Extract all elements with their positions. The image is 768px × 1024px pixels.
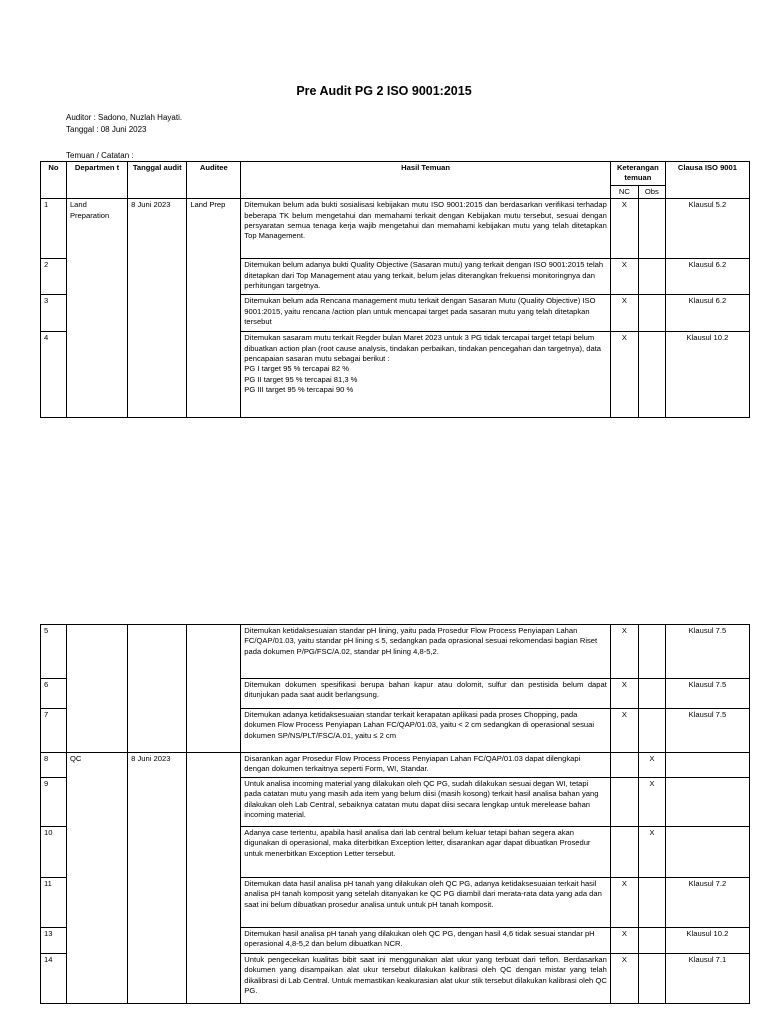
cell-clause: Klausul 7.5 (665, 679, 749, 709)
cell-department (66, 954, 127, 1004)
cell-department (66, 625, 127, 679)
cell-no: 4 (41, 332, 67, 418)
cell-no: 9 (41, 778, 67, 827)
cell-finding: Untuk analisa incoming material yang dilakukan oleh QC PG, sudah dilakukan sesuai degan WI, tetapi pada catatan mutu yang masih ada item yang belum diisi (masih kosong) terkait hasil analisa bahan yang dilakukan oleh Lab Central, sebaiknya catatan mutu dapat diisi secara lengkap untuk merelease bahan incoming material. (241, 778, 611, 827)
cell-auditee (187, 827, 241, 878)
cell-nc: X (610, 709, 638, 753)
cell-clause: Klausul 7.5 (665, 709, 749, 753)
cell-obs (638, 625, 665, 679)
cell-clause: Klausul 10.2 (665, 928, 749, 954)
header-obs: Obs (638, 185, 665, 198)
cell-date (128, 679, 187, 709)
table-row (41, 778, 750, 827)
table-row (41, 928, 750, 954)
cell-finding: Adanya case tertentu, apabila hasil analisa dari lab central belum keluar tetapi bahan segera akan digunakan di operasional, maka diterbitkan Exception letter, disarankan agar dapat dibuatkan Prosedur untuk menerbitkan Exception Letter tersebut. (241, 827, 611, 878)
list-item: PG II target 95 % tercapai 81,3 % (244, 374, 358, 384)
date-line: Tanggal : 08 Juni 2023 (66, 125, 147, 134)
cell-finding: Ditemukan belum ada Rencana management mutu terkait dengan Sasaran Mutu (Quality Objective) ISO 9001:2015, yaitu rencana /action plan untuk mencapai target pada sasaran mutu yang telah ditetapkan tersebut (241, 295, 611, 332)
cell-nc: X (610, 954, 638, 1004)
cell-finding: Ditemukan belum ada bukti sosialisasi kebijakan mutu ISO 9001:2015 dan berdasarkan verifikasi terhadap beberapa TK belum mengetahui dan memahami terkait dengan Kebijakan mutu tersebut, sesuai dengan persyaratan semua tenaga kerja wajib mengetahui dan memahami kebijakan mutu yang telah ditetapkan Top Management. (241, 199, 611, 259)
cell-obs (638, 928, 665, 954)
header-date: Tanggal audit (128, 162, 187, 199)
cell-clause: Klausul 7.5 (665, 625, 749, 679)
cell-date (128, 878, 187, 928)
cell-finding (241, 332, 611, 418)
finding-text: Ditemukan sasaram mutu terkait Regder bulan Maret 2023 untuk 3 PG tidak tercapai target tetapi belum dibuatkan action plan (root cause analysis, tindakan perbaikan, tindakan pencegahan dan targetnya), data pencapaian sasaran mutu sebagai berikut : (244, 333, 602, 364)
cell-clause (665, 778, 749, 827)
table-row (41, 625, 750, 679)
header-nc: NC (610, 185, 638, 198)
cell-finding: Ditemukan hasil analisa pH tanah yang dilakukan oleh QC PG, dengan hasil 4,6 tidak sesuai standar pH operasional 4,8-5,2 dan belum dibuatkan NCR. (241, 928, 611, 954)
list-item: PG III target 95 % tercapai 90 % (244, 385, 354, 395)
cell-nc (610, 753, 638, 778)
cell-department (66, 259, 127, 295)
cell-finding: Ditemukan adanya ketidaksesuaian standar terkait kerapatan aplikasi pada proses Chopping, pada dokumen Flow Process Penyiapan Lahan FC/QAP/01.03, yaitu < 2 cm sedangkan di operasional sesuai dokumen SP/NS/PLT/FSC/A.01, yaitu ≤ 2 cm (241, 709, 611, 753)
cell-nc: X (610, 928, 638, 954)
page-title: Pre Audit PG 2 ISO 9001:2015 (296, 84, 472, 98)
cell-department (66, 295, 127, 332)
cell-nc (610, 778, 638, 827)
cell-nc: X (610, 332, 638, 418)
cell-finding: Untuk pengecekan kualitas bibit saat ini menggunakan alat ukur yang terbuat dari teflon. Berdasarkan dokumen yang disampaikan alat ukur tersebut dilakukan kalibrasi oleh QC dengan mistar yang telah dikalibrasi di Lab Central. Untuk memastikan keakurasian alat ukur stik tersebut dilakukan kalibrasi oleh QC PG. (241, 954, 611, 1004)
cell-obs (638, 878, 665, 928)
header-findings: Hasil Temuan (241, 162, 611, 199)
cell-nc: X (610, 625, 638, 679)
cell-date (128, 928, 187, 954)
cell-department (66, 878, 127, 928)
cell-nc: X (610, 199, 638, 259)
cell-clause: Klausul 6.2 (665, 259, 749, 295)
cell-auditee (187, 954, 241, 1004)
cell-no: 6 (41, 679, 67, 709)
cell-date (128, 954, 187, 1004)
table-row (41, 753, 750, 778)
cell-department (66, 679, 127, 709)
auditor-line: Auditor : Sadono, Nuzlah Hayati. (66, 113, 183, 122)
cell-auditee (187, 259, 241, 295)
cell-no: 11 (41, 878, 67, 928)
header-auditee: Auditee (187, 162, 241, 199)
cell-auditee (187, 332, 241, 418)
cell-finding: Disarankan agar Prosedur Flow Process Process Penyiapan Lahan FC/QAP/01.03 dapat dilengkapi dengan dokumen terkaitnya seperti Form, WI, Standar. (241, 753, 611, 778)
table-row (41, 259, 750, 295)
findings-table-page2 (40, 624, 750, 1004)
cell-auditee (187, 679, 241, 709)
cell-date (128, 709, 187, 753)
cell-obs (638, 259, 665, 295)
cell-department (66, 709, 127, 753)
cell-nc: X (610, 878, 638, 928)
cell-no: 14 (41, 954, 67, 1004)
cell-no: 3 (41, 295, 67, 332)
cell-date: 8 Juni 2023 (128, 199, 187, 259)
table-row (41, 332, 750, 418)
cell-date (128, 778, 187, 827)
cell-department (66, 778, 127, 827)
findings-table-page1 (40, 161, 750, 418)
cell-clause: Klausul 7.1 (665, 954, 749, 1004)
cell-nc: X (610, 679, 638, 709)
cell-department: QC (66, 753, 127, 778)
cell-date: 8 Juni 2023 (128, 753, 187, 778)
cell-auditee (187, 295, 241, 332)
cell-finding: Ditemukan ketidaksesuaian standar pH lining, yaitu pada Prosedur Flow Process Penyiapan Lahan FC/QAP/01.03, yaitu standar pH lining ≤ 5, sedangkan pada oprasional sesuai rekomendasi bagian Riset pada dokumen P/PG/FSC/A.02, standar pH lining 4,8-5,2. (241, 625, 611, 679)
cell-auditee (187, 709, 241, 753)
cell-date (128, 827, 187, 878)
cell-auditee: Land Prep (187, 199, 241, 259)
header-department: Departmen t (66, 162, 127, 199)
table-row (41, 827, 750, 878)
cell-finding: Ditemukan data hasil analisa pH tanah yang dilakukan oleh QC PG, adanya ketidaksesuaian terkait hasil analisa pH tanah komposit yang setelah ditanyakan ke QC PG diambil dari merata-rata data yang ada dan saat ini belum dibuatkan prosedur analisa untuk untuk pH tanah komposit. (241, 878, 611, 928)
header-no: No (41, 162, 67, 199)
cell-auditee (187, 625, 241, 679)
cell-obs (638, 332, 665, 418)
cell-clause: Klausul 10.2 (665, 332, 749, 418)
table-row (41, 679, 750, 709)
cell-obs (638, 295, 665, 332)
findings-label: Temuan / Catatan : (66, 151, 134, 160)
header-clause: Clausa ISO 9001 (665, 162, 749, 199)
cell-obs (638, 709, 665, 753)
cell-clause (665, 827, 749, 878)
cell-no: 7 (41, 709, 67, 753)
cell-department (66, 827, 127, 878)
cell-nc (610, 827, 638, 878)
cell-date (128, 295, 187, 332)
cell-clause: Klausul 5.2 (665, 199, 749, 259)
cell-no: 2 (41, 259, 67, 295)
header-remarks: Keterangan temuan (610, 162, 665, 186)
cell-date (128, 332, 187, 418)
cell-obs: X (638, 753, 665, 778)
cell-no: 13 (41, 928, 67, 954)
cell-obs (638, 954, 665, 1004)
table-row (41, 878, 750, 928)
table-row (41, 709, 750, 753)
cell-no: 10 (41, 827, 67, 878)
cell-obs: X (638, 778, 665, 827)
table-row (41, 199, 750, 259)
cell-no: 8 (41, 753, 67, 778)
cell-obs (638, 679, 665, 709)
cell-no: 1 (41, 199, 67, 259)
cell-finding: Ditemukan dokumen spesifikasi berupa bahan kapur atau dolomit, sulfur dan pestisida belum dapat ditunjukan pada saat audit berlangsung. (241, 679, 611, 709)
cell-auditee (187, 878, 241, 928)
cell-obs: X (638, 827, 665, 878)
cell-clause (665, 753, 749, 778)
cell-date (128, 259, 187, 295)
cell-auditee (187, 928, 241, 954)
cell-finding: Ditemukan belum adanya bukti Quality Objective (Sasaran mutu) yang terkait dengan ISO 9001:2015 telah ditetapkan dari Top Management atau yang terkait, belum jelas diterangkan frekuensi monitoringnya dan perhitungan targetnya. (241, 259, 611, 295)
table-row (41, 295, 750, 332)
cell-department (66, 332, 127, 418)
cell-department (66, 928, 127, 954)
cell-clause: Klausul 6.2 (665, 295, 749, 332)
cell-nc: X (610, 259, 638, 295)
list-item: PG I target 95 % tercapai 82 % (244, 364, 349, 374)
cell-auditee (187, 753, 241, 778)
cell-no: 5 (41, 625, 67, 679)
cell-obs (638, 199, 665, 259)
cell-department: Land Preparation (66, 199, 127, 259)
cell-clause: Klausul 7.2 (665, 878, 749, 928)
cell-date (128, 625, 187, 679)
cell-auditee (187, 778, 241, 827)
cell-nc: X (610, 295, 638, 332)
table-row (41, 954, 750, 1004)
